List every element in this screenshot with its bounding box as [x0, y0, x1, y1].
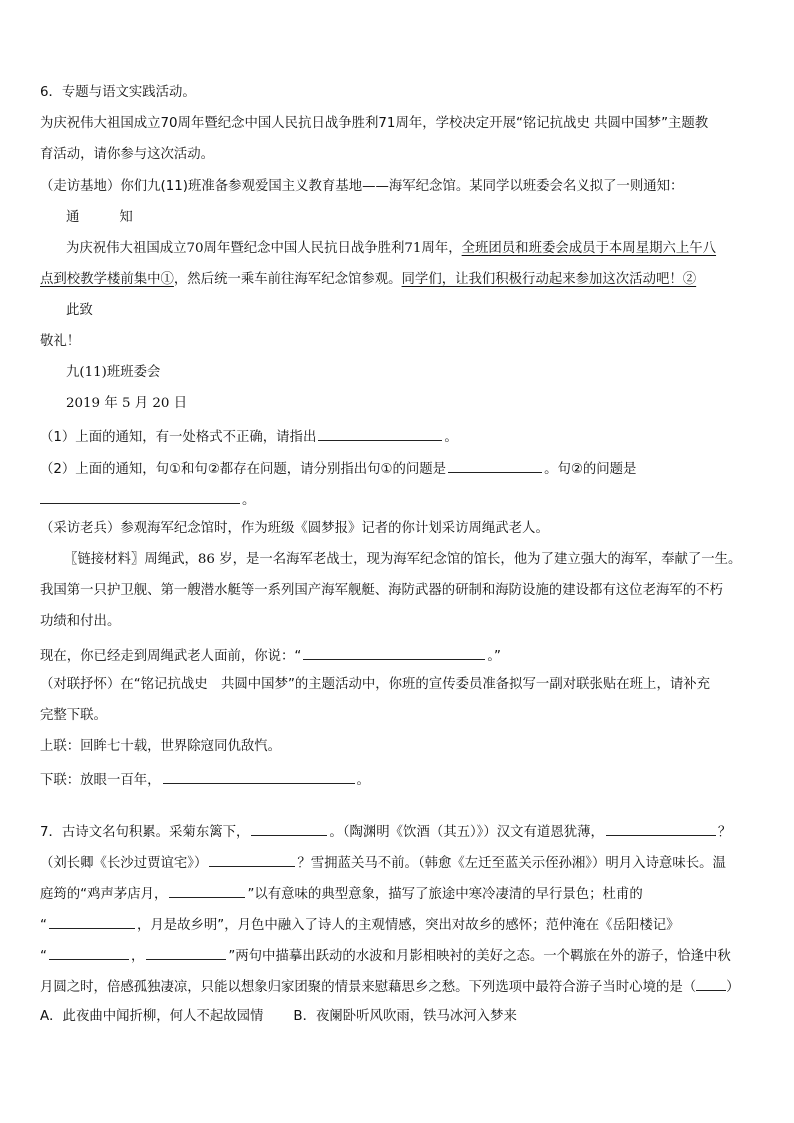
notice-closing2: 敬礼！ [40, 334, 81, 349]
q7-text: 。（陶渊明《饮酒（其五）》）汉文有道恩犹薄， [329, 825, 604, 840]
answer-blank[interactable] [49, 914, 135, 929]
answer-blank[interactable] [251, 821, 327, 836]
q7-text: ？雪拥蓝关马不前。（韩愈《左迁至蓝关示侄孙湘》）明月入诗意味长。温 [297, 856, 726, 871]
answer-blank[interactable] [318, 426, 442, 441]
now-text: 现在，你已经走到周绳武老人面前，你说：“ [40, 649, 302, 664]
q7-line2 [40, 852, 726, 873]
q7-text: ？ [717, 825, 732, 840]
lower-text: 下联：放眼一百年， [40, 773, 161, 788]
answer-blank[interactable] [303, 645, 485, 660]
sub-question-1 [40, 426, 458, 447]
q7-text: ） [726, 980, 740, 995]
notice-body-text: 为庆祝伟大祖国成立70周年暨纪念中国人民抗日战争胜利71周年， [66, 241, 462, 256]
q6-intro-line1: 为庆祝伟大祖国成立70周年暨纪念中国人民抗日战争胜利71周年，学校决定开展“铭记抗战史 共圆中国梦”主题教 [40, 116, 709, 131]
notice-body-line1 [66, 240, 716, 258]
q7-line6 [40, 976, 740, 997]
notice-sentence1-part1: 全班团员和班委会成员于本周星期六上午八 [461, 241, 717, 256]
couplet-prompt-line1: （对联抒怀）在“铭记抗战史 共圆中国梦”的主题活动中，你班的宣传委员准备拟写一副对联张贴在班上，请补充 [40, 677, 711, 692]
answer-blank[interactable] [40, 489, 240, 504]
q7-options [40, 1008, 517, 1026]
q7-text: ，月是故乡明”，月色中融入了诗人的主观情感，突出对故乡的感怀；范仲淹在《岳阳楼记》 [136, 918, 680, 933]
notice-signer: 九(11)班班委会 [66, 365, 161, 380]
q6-title: 6．专题与语文实践活动。 [40, 85, 196, 100]
notice-date: 2019 年 5 月 20 日 [66, 396, 188, 411]
answer-blank[interactable] [606, 821, 716, 836]
q6-visit-prompt: （走访基地）你们九(11)班准备参观爱国主义教育基地——海军纪念馆。某同学以班委会名义拟了一则通知： [40, 179, 684, 194]
q7-text: ， [130, 949, 145, 964]
notice-title-char1: 通 [66, 210, 80, 225]
answer-blank[interactable] [448, 458, 542, 473]
answer-blank[interactable] [169, 883, 245, 898]
answer-blank[interactable] [163, 769, 355, 784]
q7-line1 [40, 821, 731, 842]
link-material-line2: 我国第一只护卫舰、第一艘潜水艇等一系列国产海军舰艇、海防武器的研制和海防设施的建设都有这位老海军的不朽 [40, 583, 723, 598]
q6-intro-line2: 育活动，请你参与这次活动。 [40, 147, 215, 162]
sub2-text: （2）上面的通知，句①和句②都存在问题，请分别指出句①的问题是 [40, 462, 447, 477]
lower-couplet [40, 769, 370, 790]
q7-text: 月圆之时，倍感孤独凄凉，只能以想象归家团聚的情景来慰藉思乡之愁。下列选项中最符合游子当时心境的是（ [40, 980, 697, 995]
q7-text: ”两句中描摹出跃动的水波和月影相映衬的美好之态。一个羁旅在外的游子，恰逢中秋 [228, 949, 731, 964]
q7-text: ”以有意味的典型意象，描写了旅途中寒冷凄清的早行景色；杜甫的 [247, 887, 643, 902]
q7-line5 [40, 945, 731, 966]
q7-text: 庭筠的“鸡声茅店月， [40, 887, 168, 902]
sub2-text2: 。句②的问题是 [544, 462, 637, 477]
answer-blank[interactable] [209, 852, 295, 867]
q7-line4 [40, 914, 680, 935]
couplet-prompt-line2: 完整下联。 [40, 708, 107, 723]
answer-blank[interactable] [49, 945, 129, 960]
q7-text: 7．古诗文名句积累。采菊东篱下， [40, 825, 250, 840]
notice-sentence2: 同学们，让我们积极行动起来参加这次活动吧！② [401, 272, 697, 287]
sub-question-2-cont [40, 489, 255, 510]
notice-closing1: 此致 [66, 303, 93, 318]
sub-question-2 [40, 458, 636, 479]
notice-sentence1-part2: 点到校教学楼前集中① [40, 272, 174, 287]
sub1-text: （1）上面的通知，有一处格式不正确，请指出 [40, 430, 317, 445]
sub1-end: 。 [444, 430, 458, 445]
q7-line3 [40, 883, 643, 904]
sub2-end: 。 [242, 493, 256, 508]
answer-blank[interactable] [146, 945, 226, 960]
q7-text: “ [40, 918, 47, 933]
option-b[interactable]: B．夜阑卧听风吹雨，铁马冰河入梦来 [293, 1009, 517, 1024]
interview-question [40, 645, 501, 666]
now-end: 。” [487, 649, 501, 664]
q7-text: “ [40, 949, 47, 964]
lower-end: 。 [356, 773, 370, 788]
link-material-line3: 功绩和付出。 [40, 614, 121, 629]
option-a[interactable]: A．此夜曲中闻折柳，何人不起故园情 [40, 1009, 264, 1024]
interview-prompt: （采访老兵）参观海军纪念馆时，作为班级《圆梦报》记者的你计划采访周绳武老人。 [40, 521, 549, 536]
q7-text: （刘长卿《长沙过贾谊宅》） [40, 856, 208, 871]
notice-title [66, 209, 133, 227]
notice-body-text2: ，然后统一乘车前往海军纪念馆参观。 [173, 272, 402, 287]
notice-body-line2 [40, 271, 696, 289]
upper-couplet: 上联：回眸七十载，世界除寇同仇敌忾。 [40, 739, 282, 754]
notice-title-char2: 知 [119, 210, 133, 225]
link-material-line1: 〖链接材料〗周绳武，86 岁，是一名海军老战士，现为海军纪念馆的馆长，他为了建立强大的海军，奉献了一生。 [64, 552, 742, 567]
answer-paren-blank[interactable] [696, 976, 726, 991]
